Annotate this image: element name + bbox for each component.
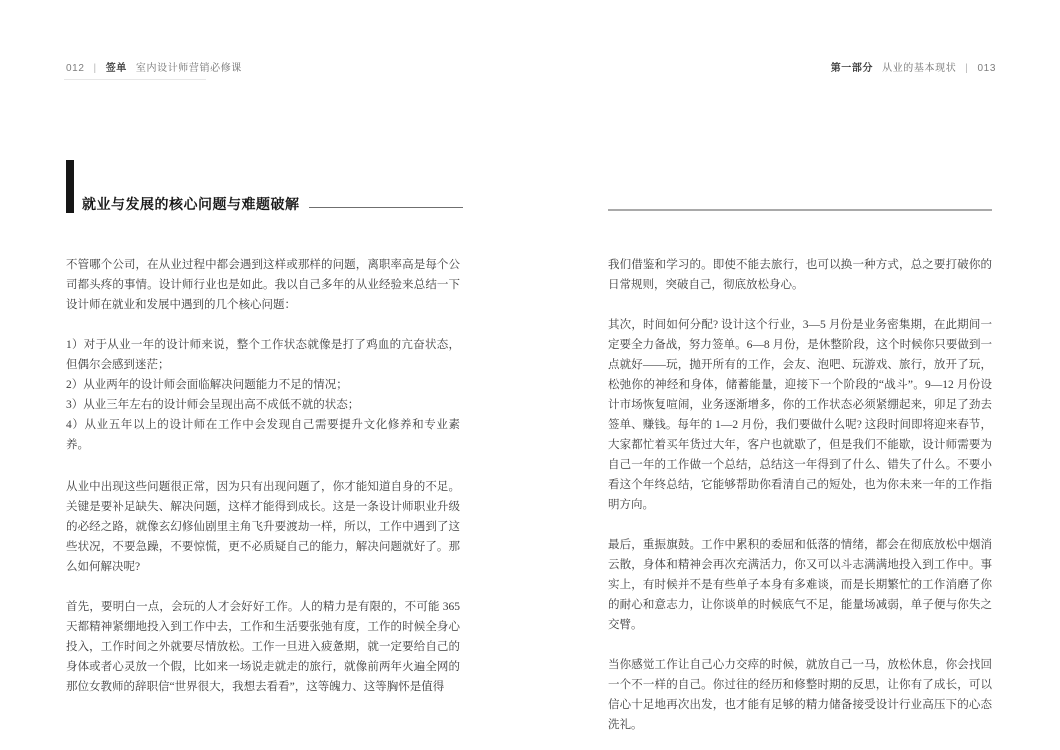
section-rule xyxy=(608,209,992,211)
title-rule xyxy=(309,207,464,208)
body-paragraph: 从业中出现这些问题很正常，因为只有出现问题了，你才能知道自身的不足。关键是要补足缺失、解决问题，这样才能得到成长。这是一条设计师职业升级的必经之路，就像玄幻修仙剧里主角飞升要渡劫一样，所以，工作中遇到了这些状况，不要急躁，不要惊慌，更不必质疑自己的能力，解决问题就好了。那么如何解决呢? xyxy=(66,481,460,573)
body-paragraph: 其次，时间如何分配? 设计这个行业，3—5 月份是业务密集期，在此期间一定要全力备战，努力签单。6—8 月份，是休整阶段，这个时候你只要做到一点就好——玩，抛开所有的工作，会友、泡吧、玩游戏、旅行，放开了玩，松弛你的神经和身体，储蓄能量，迎接下一个阶段的“战斗”。9—12 月份设计市场恢复喧闹，业务逐渐增多，你的工作状态必须紧绷起来，卯足了劲去签单、赚钱。每年的 1—2 月份，我们要做什么呢? 这段时间即将迎来春节，大家都忙着买年货过大年，客户也就歇了，但是我们不能歇，设计师需要为自己一年的工作做一个总结，总结这一年得到了什么、错失了什么。不要小看这个年终总结，它能够帮助你看清自己的短处，也为你未来一年的工作指明方向。 xyxy=(608,319,992,511)
list-item: 3）从业三年左右的设计师会呈现出高不成低不就的状态； xyxy=(66,399,360,411)
list-item: 2）从业两年的设计师会面临解决问题能力不足的情况； xyxy=(66,379,348,391)
body-paragraph: 最后，重振旗鼓。工作中累积的委屈和低落的情绪，都会在彻底放松中烟消云散，身体和精神会再次充满活力，你又可以斗志满满地投入到工作中。事实上，有时候并不是有些单子本身有多难谈，而是长期繁忙的工作消磨了你的耐心和意志力，让你谈单的时候底气不足，能量场减弱，单子便与你失之交臂。 xyxy=(608,539,992,631)
part-label: 第一部分 xyxy=(830,63,874,74)
book-subtitle: 室内设计师营销必修课 xyxy=(135,63,242,74)
body-paragraph: 不管哪个公司，在从业过程中都会遇到这样或那样的问题，离职率高是每个公司都头疼的事情。设计师行业也是如此。我以自己多年的从业经验来总结一下设计师在就业和发展中遇到的几个核心问题： xyxy=(66,259,460,311)
left-page-body xyxy=(66,255,460,697)
numbered-list xyxy=(66,335,460,455)
page-number-left: 012 xyxy=(66,63,85,74)
part-title: 从业的基本现状 xyxy=(882,63,957,74)
section-title-block xyxy=(66,160,463,213)
body-paragraph: 当你感觉工作让自己心力交瘁的时候，就放自己一马，放松休息，你会找回一个不一样的自己。你过往的经历和修整时期的反思，让你有了成长，可以信心十足地再次出发，也才能有足够的精力储备接受设计行业高压下的心态洗礼。 xyxy=(608,659,992,731)
list-item: 1）对于从业一年的设计师来说，整个工作状态就像是打了鸡血的亢奋状态，但偶尔会感到迷茫； xyxy=(66,339,460,371)
body-paragraph: 首先，要明白一点，会玩的人才会好好工作。人的精力是有限的，不可能 365 天都精神紧绷地投入到工作中去，工作和生活要张弛有度，工作的时候全身心投入，工作时间之外就要尽情放松。工作一旦进入疲惫期，就一定要给自己的身体或者心灵放一个假，比如来一场说走就走的旅行，就像前两年火遍全网的那位女教师的辞职信“世界很大，我想去看看”，这等魄力、这等胸怀是值得 xyxy=(66,601,460,693)
running-head-right xyxy=(831,59,996,74)
right-page-body xyxy=(608,255,992,735)
title-marker-bar xyxy=(66,160,74,213)
header-rule xyxy=(64,79,206,80)
page-number-right: 013 xyxy=(977,63,996,74)
book-title: 签单 xyxy=(105,63,127,74)
header-separator: | xyxy=(965,63,969,74)
section-title: 就业与发展的核心问题与难题破解 xyxy=(82,195,300,212)
header-separator: | xyxy=(93,63,97,74)
running-head-left xyxy=(66,59,242,74)
body-paragraph: 我们借鉴和学习的。即使不能去旅行，也可以换一种方式，总之要打破你的日常规则，突破自己，彻底放松身心。 xyxy=(608,259,992,291)
list-item: 4）从业五年以上的设计师在工作中会发现自己需要提升文化修养和专业素养。 xyxy=(66,419,460,451)
